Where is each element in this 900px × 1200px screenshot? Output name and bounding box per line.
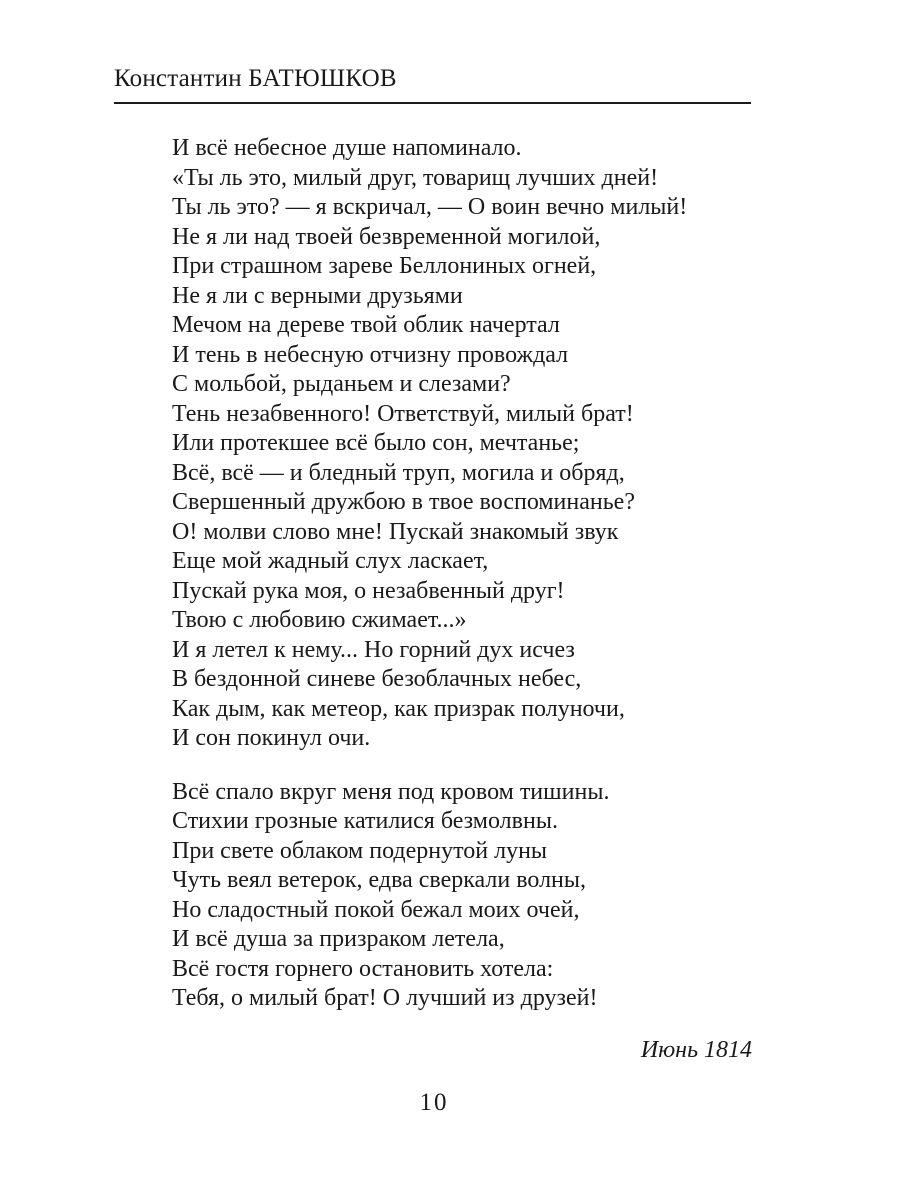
poem-line: И всё душа за призраком летела, bbox=[172, 926, 505, 952]
running-head-author: Константин БАТЮШКОВ bbox=[114, 65, 397, 92]
poem-line: При страшном зареве Беллониных огней, bbox=[172, 253, 597, 279]
poem-line: Ты ль это? — я вскричал, — О воин вечно милый! bbox=[172, 194, 688, 220]
poem-line: Всё спало вкруг меня под кровом тишины. bbox=[172, 778, 610, 805]
poem-line: Еще мой жадный слух ласкает, bbox=[172, 548, 489, 574]
poem-line: Мечом на дереве твой облик начертал bbox=[172, 312, 560, 338]
poem-line: Пускай рука моя, о незабвенный друг! bbox=[172, 577, 565, 604]
header-rule bbox=[114, 102, 751, 104]
poem-line: Чуть веял ветерок, едва сверкали волны, bbox=[172, 867, 587, 893]
poem-line: И я летел к нему... Но горний дух исчез bbox=[172, 636, 575, 663]
poem-line: И сон покинул очи. bbox=[172, 725, 371, 751]
stanza-2 bbox=[172, 778, 772, 1014]
page-number: 10 bbox=[419, 1089, 449, 1116]
poem-line: Всё гостя горнего остановить хотела: bbox=[172, 955, 554, 982]
poem-line: Твою с любовию сжимает...» bbox=[172, 607, 467, 633]
poem-line: Всё, всё — и бледный труп, могила и обряд, bbox=[172, 459, 625, 486]
poem-line: Или протекшее всё было сон, мечтанье; bbox=[172, 430, 580, 456]
poem-line: О! молви слово мне! Пускай знакомый звук bbox=[172, 518, 619, 545]
poem-line: Стихии грозные катилися безмолвны. bbox=[172, 808, 558, 834]
poem-date: Июнь 1814 bbox=[640, 1037, 752, 1063]
poem-line: Но сладостный покой бежал моих очей, bbox=[172, 896, 580, 923]
poem-line: И всё небесное душе напоминало. bbox=[172, 135, 522, 161]
poem-line: Свершенный дружбою в твое воспоминанье? bbox=[172, 489, 635, 515]
poem-line: При свете облаком подернутой луны bbox=[172, 837, 548, 864]
poem-line: И тень в небесную отчизну провождал bbox=[172, 341, 569, 368]
poem-line: Тебя, о милый брат! О лучший из друзей! bbox=[172, 985, 598, 1011]
poem-text bbox=[172, 134, 772, 1014]
poem-line: В бездонной синеве безоблачных небес, bbox=[172, 666, 582, 692]
poem-line: Не я ли над твоей безвременной могилой, bbox=[172, 223, 601, 250]
poem-line: С мольбой, рыданьем и слезами? bbox=[172, 371, 511, 397]
poem-line: Как дым, как метеор, как призрак полуночи, bbox=[172, 695, 625, 722]
poem-line: Тень незабвенного! Ответствуй, милый брат! bbox=[172, 400, 634, 427]
poem-line: «Ты ль это, милый друг, товарищ лучших дней! bbox=[172, 164, 659, 191]
stanza-1 bbox=[172, 134, 772, 754]
poem-line: Не я ли с верными друзьями bbox=[172, 282, 463, 309]
